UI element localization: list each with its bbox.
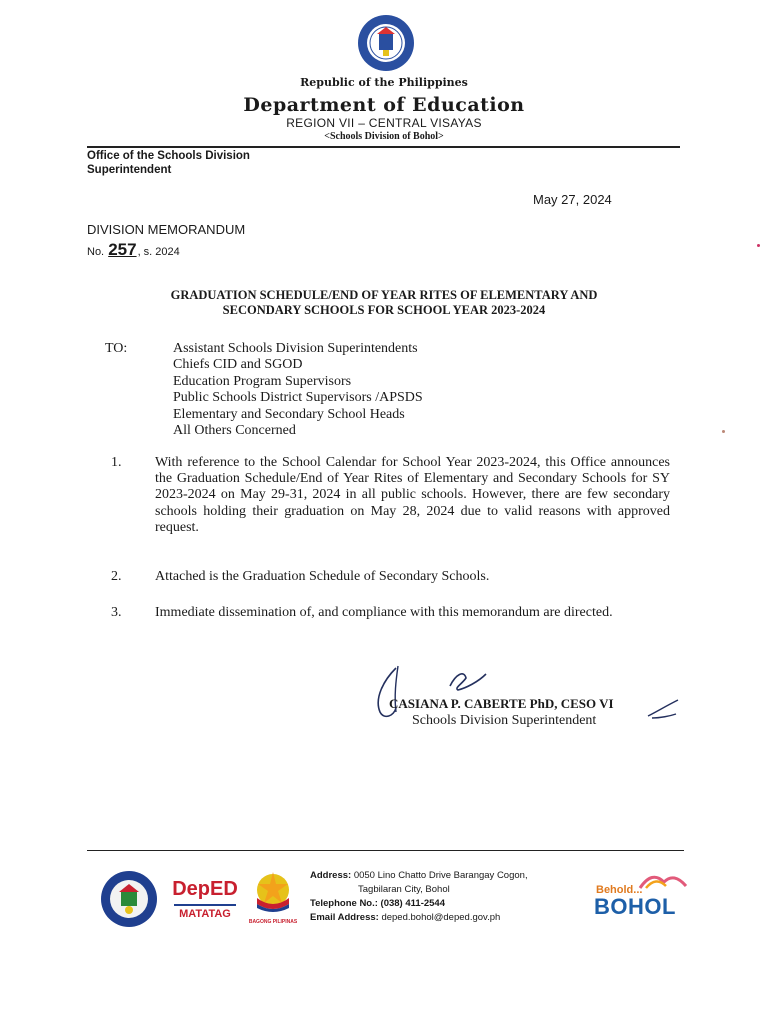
telephone-label: Telephone No.:: [310, 898, 378, 909]
address-line-2: Tagbilaran City, Bohol: [358, 884, 450, 895]
memo-number-series: , s. 2024: [137, 246, 180, 258]
memo-number-prefix: No.: [87, 246, 105, 258]
department-heading: Department of Education: [243, 94, 525, 116]
recipient-item: Public Schools District Supervisors /APSDS: [173, 390, 423, 406]
memo-number-value: 257: [108, 240, 137, 259]
recipient-item: Education Program Supervisors: [173, 373, 352, 389]
footer-contact: [310, 869, 528, 925]
item-number: 2.: [111, 569, 122, 584]
bagong-pilipinas-label: BAGONG PILIPINAS: [248, 919, 298, 925]
recipient-item: Elementary and Secondary School Heads: [173, 406, 405, 422]
item-text: With reference to the School Calendar for School Year 2023-2024, this Office announces the Graduation Schedule/End of Year Rites of Elementary and Secondary Schools for SY 2023-2024 on May 29-31, 2024 in all public schools. However, there are few secondary schools holding their graduation on May 28, 2024 due to valid reasons with approved request.: [155, 455, 670, 535]
subject-line-1: GRADUATION SCHEDULE/END OF YEAR RITES OF ELEMENTARY AND: [170, 288, 598, 302]
bohol-name-text: BOHOL: [594, 894, 676, 919]
scan-speck: [722, 430, 725, 433]
bagong-pilipinas-icon: [244, 870, 302, 914]
header-divider: [87, 146, 680, 148]
memo-date: May 27, 2024: [533, 192, 612, 207]
footer-divider: [87, 850, 684, 851]
office-label: Office of the Schools Division Superintendent: [87, 150, 250, 176]
division-seal-logo: [100, 870, 158, 928]
deped-seal-logo: [357, 14, 415, 72]
email-label: Email Address:: [310, 912, 379, 923]
item-text: Attached is the Graduation Schedule of Secondary Schools.: [155, 569, 490, 584]
scan-speck: [757, 244, 760, 247]
bohol-behold-text: Behold...: [596, 884, 643, 896]
to-label: TO:: [105, 341, 128, 356]
item-number: 3.: [111, 605, 122, 620]
division-heading: <Schools Division of Bohol>: [324, 131, 444, 142]
recipient-item: Chiefs CID and SGOD: [173, 357, 303, 373]
signatory-name: CASIANA P. CABERTE PhD, CESO VI: [389, 696, 614, 711]
memo-number: [87, 240, 180, 260]
address-line-1: 0050 Lino Chatto Drive Barangay Cogon,: [353, 870, 528, 881]
recipient-item: All Others Concerned: [173, 423, 296, 439]
deped-logo-text: DepED: [172, 878, 238, 900]
matatag-logo-text: MATATAG: [174, 904, 236, 920]
item-text: Immediate dissemination of, and compliance with this memorandum are directed.: [155, 605, 613, 620]
deped-matatag-logo: [170, 870, 240, 928]
email-value: deped.bohol@deped.gov.ph: [381, 912, 501, 923]
memo-title: DIVISION MEMORANDUM: [87, 222, 246, 237]
recipient-list: [173, 341, 593, 439]
bagong-pilipinas-logo: [244, 870, 302, 928]
behold-bohol-logo: [590, 866, 690, 921]
address-label: Address:: [310, 870, 352, 881]
memo-subject: [100, 288, 668, 318]
item-number: 1.: [111, 455, 122, 470]
subject-line-2: SECONDARY SCHOOLS FOR SCHOOL YEAR 2023-2024: [222, 303, 546, 317]
signatory-title: Schools Division Superintendent: [412, 713, 597, 728]
republic-heading: Republic of the Philippines: [300, 76, 468, 89]
region-heading: REGION VII – CENTRAL VISAYAS: [286, 116, 482, 130]
recipient-item: Assistant Schools Division Superintendents: [173, 341, 418, 356]
telephone-value: (038) 411-2544: [380, 898, 445, 909]
